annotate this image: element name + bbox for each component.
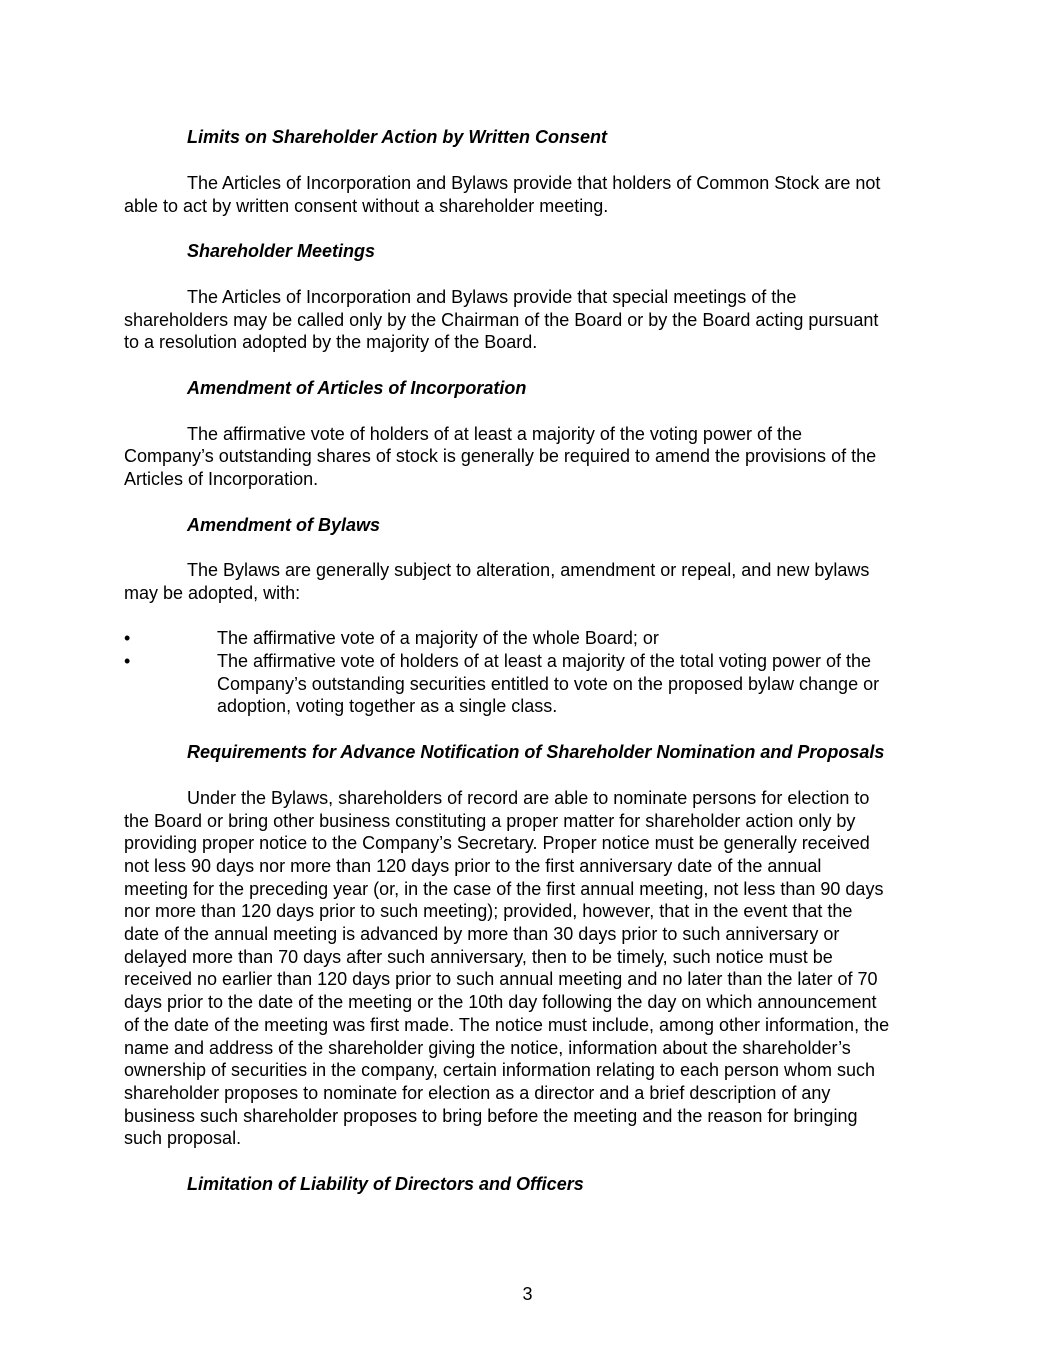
- paragraph-line: such proposal.: [124, 1128, 242, 1148]
- paragraph-line: The Bylaws are generally subject to alteration, amendment or repeal, and new bylaws: [187, 560, 870, 580]
- paragraph-line: delayed more than 70 days after such anniversary, then to be timely, such notice must be: [124, 947, 833, 967]
- section-heading: Amendment of Articles of Incorporation: [187, 378, 527, 398]
- paragraph-line: Under the Bylaws, shareholders of record are able to nominate persons for election to: [187, 788, 870, 808]
- paragraph-line: may be adopted, with:: [124, 583, 301, 603]
- paragraph-line: shareholder proposes to nominate for election as a director and a brief description of any: [124, 1083, 831, 1103]
- paragraph-line: shareholders may be called only by the Chairman of the Board or by the Board acting pursuant: [124, 310, 879, 330]
- bullet-text: The affirmative vote of holders of at least a majority of the total voting power of the: [217, 651, 872, 671]
- paragraph-line: the Board or bring other business constituting a proper matter for shareholder action only by: [124, 811, 856, 831]
- paragraph-line: providing proper notice to the Company’s Secretary. Proper notice must be generally received: [124, 833, 870, 853]
- paragraph-line: date of the annual meeting is advanced by more than 30 days prior to such anniversary or: [124, 924, 840, 944]
- paragraph-line: of the date of the meeting was first made. The notice must include, among other information, the: [124, 1015, 890, 1035]
- bullet-marker: •: [124, 628, 131, 648]
- page-number: 3: [522, 1284, 533, 1304]
- paragraph-line: ownership of securities in the company, certain information relating to each person whom such: [124, 1060, 876, 1080]
- bullet-text: Company’s outstanding securities entitled to vote on the proposed bylaw change or: [217, 674, 880, 694]
- paragraph-line: received no earlier than 120 days prior to such annual meeting and no later than the later of 70: [124, 969, 878, 989]
- section-heading: Limitation of Liability of Directors and Officers: [187, 1174, 584, 1194]
- paragraph-line: The Articles of Incorporation and Bylaws provide that special meetings of the: [187, 287, 797, 307]
- bullet-text: adoption, voting together as a single class.: [217, 696, 558, 716]
- section-heading: Requirements for Advance Notification of Shareholder Nomination and Proposals: [187, 742, 885, 762]
- paragraph-line: name and address of the shareholder giving the notice, information about the shareholder’s: [124, 1038, 851, 1058]
- paragraph-line: days prior to the date of the meeting or the 10th day following the day on which announcement: [124, 992, 877, 1012]
- section-heading: Shareholder Meetings: [187, 241, 376, 261]
- paragraph-line: meeting for the preceding year (or, in the case of the first annual meeting, not less than 90 days: [124, 879, 884, 899]
- paragraph-line: to a resolution adopted by the majority of the Board.: [124, 332, 538, 352]
- paragraph-line: nor more than 120 days prior to such meeting); provided, however, that in the event that the: [124, 901, 853, 921]
- paragraph-line: The Articles of Incorporation and Bylaws provide that holders of Common Stock are not: [187, 173, 881, 193]
- paragraph-line: The affirmative vote of holders of at least a majority of the voting power of the: [187, 424, 802, 444]
- section-heading: Limits on Shareholder Action by Written Consent: [187, 127, 608, 147]
- paragraph-line: able to act by written consent without a shareholder meeting.: [124, 196, 609, 216]
- paragraph-line: Company’s outstanding shares of stock is generally be required to amend the provisions of the: [124, 446, 877, 466]
- paragraph-line: Articles of Incorporation.: [124, 469, 319, 489]
- section-heading: Amendment of Bylaws: [187, 515, 381, 535]
- bullet-text: The affirmative vote of a majority of the whole Board; or: [217, 628, 659, 648]
- bullet-marker: •: [124, 651, 131, 671]
- paragraph-line: not less 90 days nor more than 120 days prior to the first anniversary date of the annual: [124, 856, 822, 876]
- paragraph-line: business such shareholder proposes to bring before the meeting and the reason for bringing: [124, 1106, 858, 1126]
